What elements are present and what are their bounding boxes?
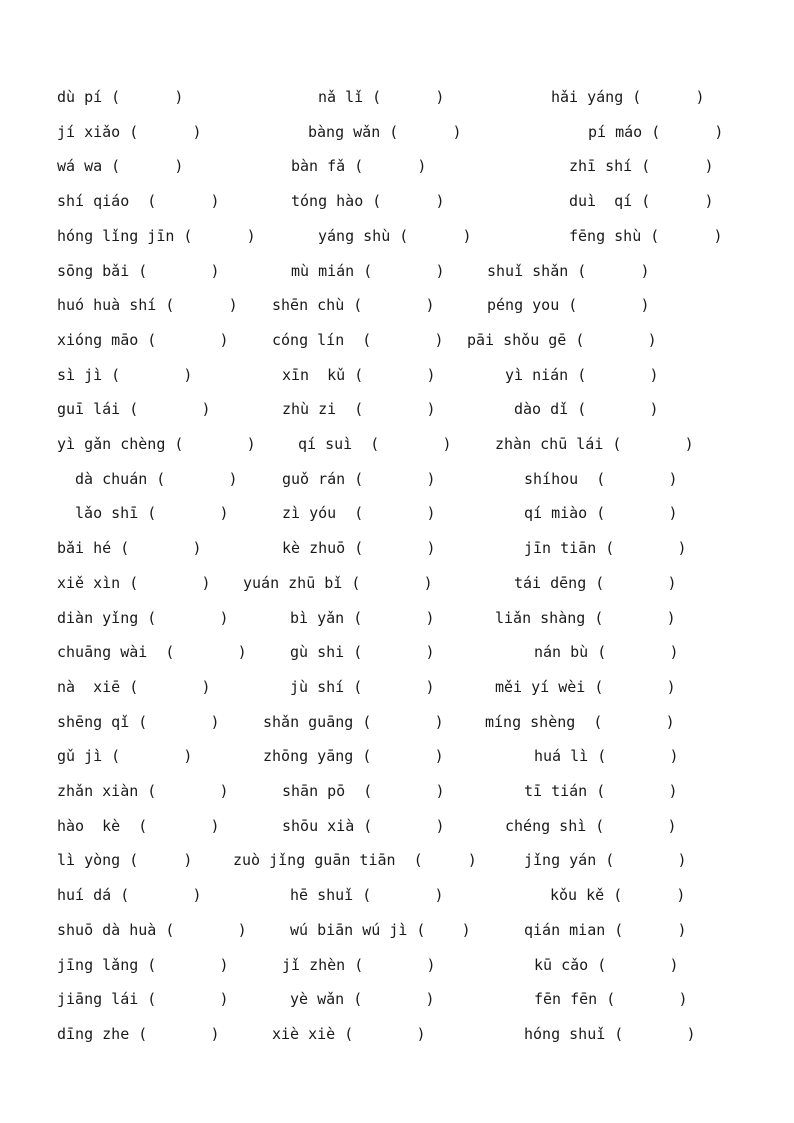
pinyin-item: fēng shù ( ) (569, 226, 723, 245)
exercise-row (0, 360, 794, 390)
pinyin-item: zhàn chū lái ( ) (495, 435, 694, 453)
pinyin-item: péng you ( ) (487, 296, 650, 315)
pinyin-item: yè wǎn ( ) (290, 990, 435, 1009)
pinyin-item: shíhou ( ) (524, 469, 678, 488)
exercise-row (0, 429, 794, 459)
exercise-row (0, 672, 794, 702)
exercise-row (0, 464, 794, 494)
pinyin-item: guǒ rán ( ) (282, 469, 436, 488)
pinyin-item: shēng qǐ ( ) (57, 712, 220, 731)
pinyin-item: xiě xìn ( ) (57, 573, 211, 592)
pinyin-item: fēn fēn ( ) (534, 990, 688, 1009)
pinyin-item: mù mián ( ) (291, 261, 445, 280)
pinyin-item: jǐng yán ( ) (524, 851, 687, 870)
pinyin-item: hào kè ( ) (57, 816, 220, 835)
pinyin-item: jīn tiān ( ) (524, 539, 687, 558)
pinyin-item: shēn chù ( ) (272, 296, 435, 315)
pinyin-item: míng shèng ( ) (485, 712, 675, 731)
pinyin-item: nǎ lǐ ( ) (318, 88, 445, 106)
pinyin-item: wá wa ( ) (57, 157, 184, 176)
pinyin-item: pāi shǒu gē ( ) (467, 330, 657, 349)
pinyin-item: xióng māo ( ) (57, 330, 229, 349)
pinyin-item: liǎn shàng ( ) (495, 608, 676, 627)
pinyin-item: nán bù ( ) (534, 643, 679, 662)
pinyin-item: wú biān wú jì ( ) (290, 920, 471, 939)
exercise-row (0, 325, 794, 355)
pinyin-item: yì nián ( ) (505, 365, 659, 384)
exercise-row (0, 811, 794, 841)
pinyin-item: zhōng yāng ( ) (263, 747, 444, 766)
pinyin-item: bàn fǎ ( ) (291, 157, 427, 176)
pinyin-item: hǎi yáng ( ) (551, 88, 705, 106)
pinyin-item: shuō dà huà ( ) (57, 920, 247, 939)
exercise-row (0, 984, 794, 1014)
pinyin-item: shí qiáo ( ) (57, 192, 220, 211)
exercise-row (0, 394, 794, 424)
exercise-row (0, 1019, 794, 1049)
pinyin-item: xīn kǔ ( ) (282, 365, 436, 384)
pinyin-item: qí suì ( ) (298, 435, 452, 453)
pinyin-item: gù shi ( ) (290, 643, 435, 662)
pinyin-item: dà chuán ( ) (66, 469, 238, 488)
pinyin-item: shān pō ( ) (282, 782, 445, 800)
pinyin-item: lǎo shī ( ) (66, 504, 229, 523)
exercise-row (0, 221, 794, 251)
pinyin-item: zhǎn xiàn ( ) (57, 782, 229, 800)
pinyin-item: diàn yǐng ( ) (57, 608, 229, 627)
exercise-row (0, 741, 794, 771)
pinyin-item: bàng wǎn ( ) (308, 122, 462, 141)
pinyin-item: lì yòng ( ) (57, 851, 193, 870)
pinyin-item: yuán zhū bǐ ( ) (243, 573, 433, 592)
pinyin-item: hóng shuǐ ( ) (524, 1024, 696, 1043)
pinyin-item: tóng hào ( ) (291, 192, 445, 211)
pinyin-item: kǒu kě ( ) (550, 886, 686, 905)
pinyin-item: pí máo ( ) (588, 122, 724, 141)
pinyin-item: qí miào ( ) (524, 504, 678, 523)
pinyin-item: dīng zhe ( ) (57, 1024, 220, 1043)
pinyin-item: jǐ zhèn ( ) (282, 955, 436, 974)
exercise-row (0, 186, 794, 216)
exercise-row (0, 256, 794, 286)
exercise-row (0, 776, 794, 806)
exercise-row (0, 915, 794, 945)
pinyin-item: qián mian ( ) (524, 920, 687, 939)
pinyin-item: chéng shì ( ) (505, 816, 677, 835)
pinyin-item: guī lái ( ) (57, 400, 211, 419)
pinyin-item: sì jì ( ) (57, 365, 193, 384)
pinyin-item: jiāng lái ( ) (57, 990, 229, 1009)
exercise-row (0, 498, 794, 528)
pinyin-item: tī tián ( ) (524, 782, 678, 800)
pinyin-item: jīng lǎng ( ) (57, 955, 229, 974)
pinyin-item: jù shí ( ) (290, 677, 435, 696)
pinyin-item: chuāng wài ( ) (57, 643, 247, 662)
exercise-row (0, 82, 794, 112)
pinyin-item: cóng lín ( ) (272, 330, 444, 349)
pinyin-item: jí xiǎo ( ) (57, 122, 202, 141)
exercise-row (0, 151, 794, 181)
exercise-row (0, 707, 794, 737)
pinyin-item: huá lì ( ) (534, 747, 679, 766)
pinyin-item: měi yí wèi ( ) (495, 677, 676, 696)
pinyin-item: shuǐ shǎn ( ) (487, 261, 650, 280)
pinyin-item: hē shuǐ ( ) (290, 886, 444, 905)
pinyin-item: tái dēng ( ) (514, 573, 677, 592)
pinyin-item: shǎn guāng ( ) (263, 712, 444, 731)
exercise-row (0, 880, 794, 910)
pinyin-item: xiè xiè ( ) (272, 1024, 426, 1043)
exercise-row (0, 290, 794, 320)
exercise-row (0, 845, 794, 875)
exercise-row (0, 637, 794, 667)
pinyin-item: shōu xià ( ) (282, 816, 445, 835)
exercise-row (0, 950, 794, 980)
pinyin-item: nà xiē ( ) (57, 677, 211, 696)
pinyin-item: zuò jǐng guān tiān ( ) (233, 851, 477, 870)
pinyin-item: zhī shí ( ) (569, 157, 714, 176)
exercise-row (0, 533, 794, 563)
pinyin-item: hóng lǐng jīn ( ) (57, 226, 256, 245)
pinyin-item: huí dá ( ) (57, 886, 202, 905)
pinyin-item: dào dǐ ( ) (514, 400, 659, 419)
exercise-row (0, 117, 794, 147)
pinyin-item: gǔ jì ( ) (57, 747, 193, 766)
pinyin-item: kū cǎo ( ) (534, 955, 679, 974)
exercise-row (0, 568, 794, 598)
pinyin-item: huó huà shí ( ) (57, 296, 238, 315)
pinyin-item: sōng bǎi ( ) (57, 261, 220, 280)
pinyin-item: zì yóu ( ) (282, 504, 436, 523)
pinyin-item: yáng shù ( ) (318, 226, 472, 245)
pinyin-item: zhù zi ( ) (282, 400, 436, 419)
pinyin-item: bǎi hé ( ) (57, 539, 202, 558)
pinyin-item: dù pí ( ) (57, 88, 184, 106)
pinyin-item: bì yǎn ( ) (290, 608, 435, 627)
pinyin-item: duì qí ( ) (569, 192, 714, 211)
pinyin-item: yì gǎn chèng ( ) (57, 435, 256, 453)
pinyin-item: kè zhuō ( ) (282, 539, 436, 558)
exercise-row (0, 603, 794, 633)
